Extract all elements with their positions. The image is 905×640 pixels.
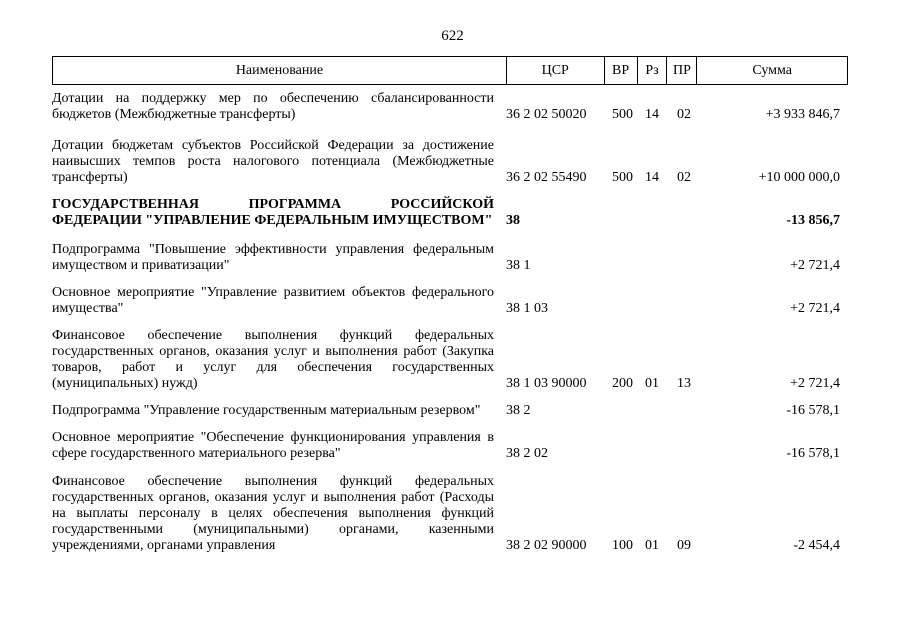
row-sum: -13 856,7 [786,213,840,228]
table-row [52,430,848,462]
row-csr: 38 2 [506,403,531,418]
table-row [52,474,848,554]
row-sum: +3 933 846,7 [765,107,840,122]
table-row [52,242,848,274]
row-name: Основное мероприятие "Управление развитием объектов федерального имущества" [52,285,494,316]
row-name: Дотации бюджетам субъектов Российской Федерации за достижение наивысших темпов роста налогового потенциала (Межбюджетные трансферты) [52,138,494,185]
row-csr: 38 1 03 90000 [506,376,587,391]
header-csr: ЦСР [506,57,604,84]
row-sum: -16 578,1 [786,403,840,418]
row-vr: 100 [612,538,633,553]
row-name: ГОСУДАРСТВЕННАЯ ПРОГРАММА РОССИЙСКОЙ ФЕДЕРАЦИИ "УПРАВЛЕНИЕ ФЕДЕРАЛЬНЫМ ИМУЩЕСТВОМ" [52,197,494,228]
row-rz: 14 [645,170,659,185]
row-sum: +2 721,4 [790,376,840,391]
row-name: Дотации на поддержку мер по обеспечению сбалансированности бюджетов (Межбюджетные трансферты) [52,91,494,122]
row-name: Финансовое обеспечение выполнения функций федеральных государственных органов, оказания услуг и выполнения работ (Расходы на выплаты персоналу в целях обеспечения выполнения функций государственными (муниципальными) органами, казенными учреждениями, органами управления [52,474,494,553]
header-name: Наименование [235,62,324,78]
row-vr: 500 [612,170,633,185]
row-rz: 14 [645,107,659,122]
budget-table [52,56,848,554]
row-rz: 01 [645,376,659,391]
row-sum: +10 000 000,0 [758,170,840,185]
row-rz: 01 [645,538,659,553]
row-csr: 38 1 [506,258,531,273]
row-sum: -16 578,1 [786,446,840,461]
row-csr: 36 2 02 55490 [506,170,587,185]
table-row [52,403,848,419]
row-pr: 13 [677,376,691,391]
row-vr: 200 [612,376,633,391]
row-vr: 500 [612,107,633,122]
row-name: Подпрограмма "Повышение эффективности управления федеральным имуществом и приватизации" [52,242,494,273]
table-header [52,56,848,85]
header-rz: Рз [637,57,667,84]
row-name: Основное мероприятие "Обеспечение функционирования управления в сфере государственного материального резерва" [52,430,494,461]
table-row [52,285,848,317]
row-name: Финансовое обеспечение выполнения функций федеральных государственных органов, оказания услуг и выполнения работ (Закупка товаров, работ и услуг для обеспечения государственных (муниципальных) нужд) [52,328,494,391]
table-row-program [52,197,848,229]
row-sum: +2 721,4 [790,258,840,273]
row-csr: 38 1 03 [506,301,548,316]
table-row [52,91,848,123]
header-pr: ПР [666,57,696,84]
row-sum: -2 454,4 [793,538,840,553]
row-csr: 38 2 02 [506,446,548,461]
row-csr: 38 [506,213,520,228]
table-row [52,138,848,186]
row-pr: 09 [677,538,691,553]
row-pr: 02 [677,107,691,122]
header-vr: ВР [604,57,637,84]
header-sum: Сумма [696,57,847,84]
row-sum: +2 721,4 [790,301,840,316]
row-pr: 02 [677,170,691,185]
row-csr: 36 2 02 50020 [506,107,587,122]
table-row [52,328,848,392]
row-name: Подпрограмма "Управление государственным материальным резервом" [52,403,481,418]
row-csr: 38 2 02 90000 [506,538,587,553]
page-number: 622 [441,28,464,44]
